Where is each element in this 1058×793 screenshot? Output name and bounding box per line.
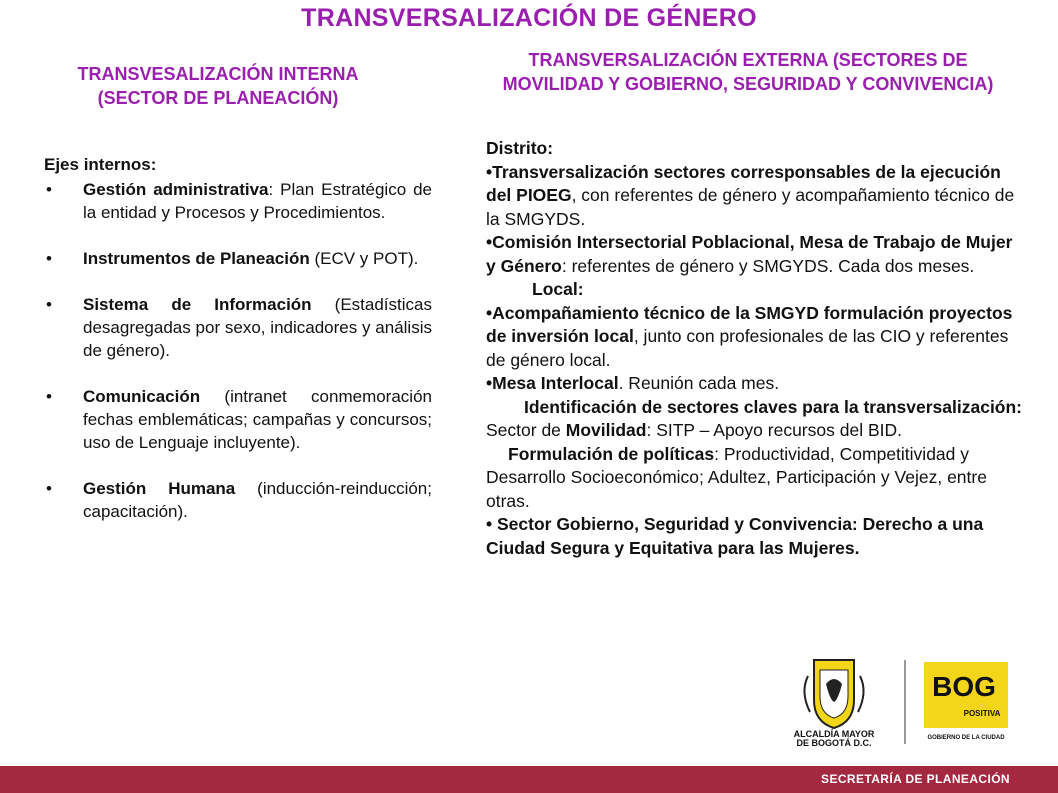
bog-subtitle: GOBIERNO DE LA CIUDAD bbox=[927, 735, 1005, 741]
list-item bbox=[44, 477, 432, 523]
item-title: Formulación de políticas bbox=[508, 443, 715, 464]
item-text: (Estadísticas desagregadas por sexo, indicadores y análisis de género). bbox=[83, 295, 432, 360]
list-item bbox=[44, 178, 432, 224]
distrito-label: Distrito: bbox=[486, 138, 554, 158]
government-sector-paragraph: • Sector Gobierno, Seguridad y Convivencia: Derecho a una Ciudad Segura y Equitativa para las Mujeres. bbox=[486, 514, 984, 558]
bullet-icon: • bbox=[46, 479, 52, 498]
internal-section-header: TRANSVESALIZACIÓN INTERNA (SECTOR DE PLANEACIÓN) bbox=[77, 64, 359, 108]
bullet-icon: • bbox=[46, 249, 52, 268]
bullet-icon: • bbox=[46, 295, 52, 314]
alcaldia-line-1: ALCALDÍA MAYOR bbox=[793, 729, 875, 739]
local-item-1 bbox=[486, 302, 1026, 373]
local-label: Local: bbox=[532, 279, 584, 299]
logo-divider bbox=[904, 660, 906, 744]
alcaldia-bogota-logo bbox=[780, 656, 888, 746]
item-title: •Comisión Intersectorial Poblacional, Mesa de Trabajo de Mujer y Género bbox=[486, 232, 1013, 276]
footer-label: SECRETARÍA DE PLANEACIÓN bbox=[821, 772, 1010, 786]
item-title: Instrumentos de Planeación bbox=[83, 249, 310, 268]
item-title: Sistema de Información bbox=[83, 295, 312, 314]
internal-axes-column bbox=[44, 153, 432, 546]
item-title: Gestión administrativa bbox=[83, 180, 269, 199]
item-text: : referentes de género y SMGYDS. Cada dos meses. bbox=[561, 255, 975, 276]
key-sectors-paragraph bbox=[486, 396, 1026, 443]
external-column bbox=[486, 137, 1026, 560]
item-title: Gestión Humana bbox=[83, 479, 236, 498]
item-text: , junto con profesionales de las CIO y referentes de género local. bbox=[486, 326, 1009, 370]
item-title: •Transversalización sectores corresponsables de la ejecución del PIOEG bbox=[486, 161, 1001, 205]
item-text: : SITP – Apoyo recursos del BID. bbox=[646, 420, 902, 440]
item-text: (ECV y POT). bbox=[309, 249, 419, 268]
bogota-positiva-logo bbox=[924, 662, 1008, 742]
bog-wordmark: BOG bbox=[932, 671, 996, 702]
item-title: Identificación de sectores claves para la transversalización: bbox=[524, 396, 1023, 417]
bog-tagline: POSITIVA bbox=[963, 709, 1001, 718]
page-title: TRANSVERSALIZACIÓN DE GÉNERO bbox=[301, 4, 757, 32]
list-item bbox=[44, 293, 432, 362]
item-text: , con referentes de género y acompañamiento técnico de la SMGYDS. bbox=[486, 185, 1015, 229]
item-text: : Productividad, Competitividad y Desarrollo Socioeconómico; Adultez, Participación y Vejez, entre otras. bbox=[486, 443, 987, 511]
item-text: (intranet conmemoración fechas emblemáticas; campañas y concursos; uso de Lenguaje incluyente). bbox=[83, 387, 432, 452]
external-section-header: TRANSVERSALIZACIÓN EXTERNA (SECTORES DE MOVILIDAD Y GOBIERNO, SEGURIDAD Y CONVIVENCIA) bbox=[502, 50, 994, 94]
item-text: Sector de bbox=[486, 420, 566, 440]
list-item bbox=[44, 247, 432, 270]
internal-axes-list bbox=[44, 178, 432, 523]
item-title: •Acompañamiento técnico de la SMGYD formulación proyectos de inversión local bbox=[486, 302, 1013, 346]
item-title: •Mesa Interlocal bbox=[486, 373, 619, 393]
local-item-2 bbox=[486, 372, 1026, 396]
item-text: : Plan Estratégico de la entidad y Procesos y Procedimientos. bbox=[83, 180, 432, 222]
item-text: (inducción-reinducción; capacitación). bbox=[83, 479, 432, 521]
list-item bbox=[44, 385, 432, 454]
distrito-item-2 bbox=[486, 231, 1026, 278]
footer-bar bbox=[0, 766, 1058, 793]
bullet-icon: • bbox=[46, 387, 52, 406]
internal-axes-label: Ejes internos: bbox=[44, 155, 157, 174]
policies-paragraph bbox=[486, 443, 1026, 514]
item-title: Movilidad bbox=[565, 420, 647, 440]
alcaldia-line-2: DE BOGOTÁ D.C. bbox=[796, 738, 872, 746]
item-title: Comunicación bbox=[83, 387, 201, 406]
distrito-item-1 bbox=[486, 161, 1026, 232]
bullet-icon: • bbox=[46, 180, 52, 199]
item-text: . Reunión cada mes. bbox=[618, 373, 780, 393]
